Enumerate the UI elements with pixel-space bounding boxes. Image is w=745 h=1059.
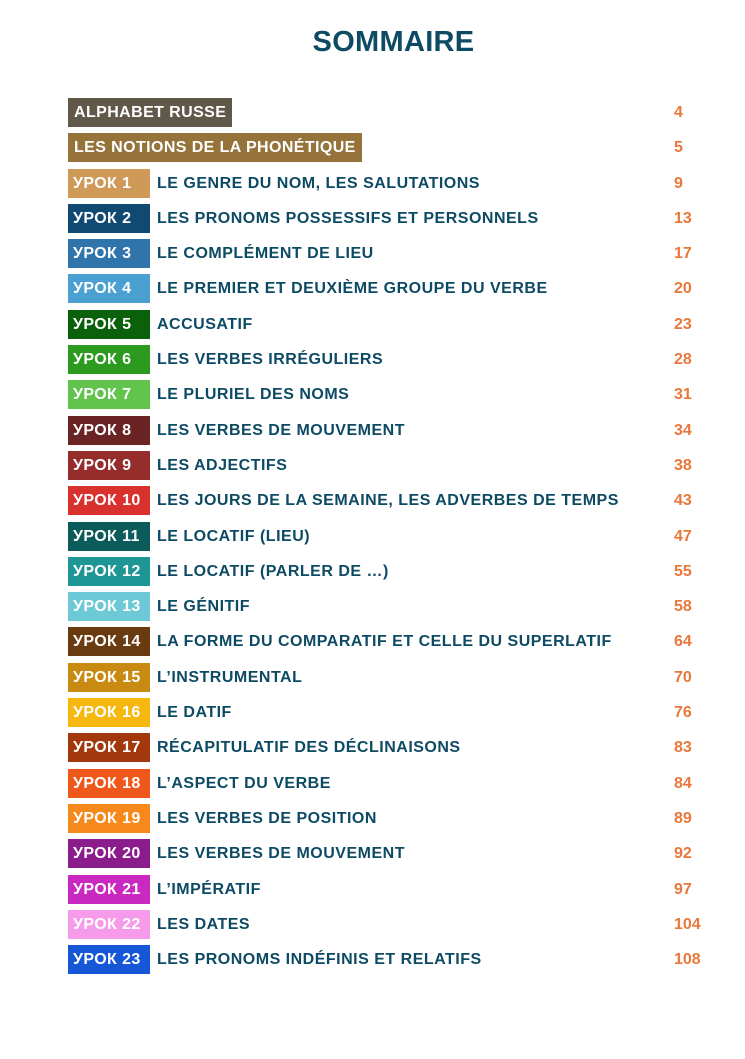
page-number: 9 bbox=[674, 174, 683, 192]
lesson-badge: УРОК 12 bbox=[68, 557, 150, 586]
toc-row-lesson[interactable] bbox=[68, 804, 718, 839]
section-label: LES NOTIONS DE LA PHONÉTIQUE bbox=[68, 133, 362, 162]
toc-row-lesson[interactable] bbox=[68, 663, 718, 698]
page-number: 89 bbox=[674, 809, 692, 827]
lesson-list bbox=[68, 169, 718, 981]
lesson-badge: УРОК 15 bbox=[68, 663, 150, 692]
toc-row-lesson[interactable] bbox=[68, 875, 718, 910]
toc-row-lesson[interactable] bbox=[68, 486, 718, 521]
toc-row-phonetics[interactable] bbox=[68, 133, 718, 168]
lesson-title: LES VERBES DE MOUVEMENT bbox=[157, 845, 405, 863]
page-number: 84 bbox=[674, 774, 692, 792]
page-number: 31 bbox=[674, 386, 692, 404]
lesson-title: LES VERBES DE POSITION bbox=[157, 809, 377, 827]
page-number: 28 bbox=[674, 351, 692, 369]
lesson-badge: УРОК 14 bbox=[68, 627, 150, 656]
page-number: 64 bbox=[674, 633, 692, 651]
lesson-badge: УРОК 4 bbox=[68, 274, 150, 303]
lesson-title: LE LOCATIF (PARLER DE …) bbox=[157, 562, 389, 580]
section-label: ALPHABET RUSSE bbox=[68, 98, 232, 127]
page-number: 104 bbox=[674, 915, 701, 933]
lesson-title: LE COMPLÉMENT DE LIEU bbox=[157, 245, 374, 263]
toc-row-lesson[interactable] bbox=[68, 945, 718, 980]
lesson-title: LES VERBES IRRÉGULIERS bbox=[157, 351, 384, 369]
toc-row-lesson[interactable] bbox=[68, 345, 718, 380]
page-number: 58 bbox=[674, 598, 692, 616]
lesson-title: LES PRONOMS POSSESSIFS ET PERSONNELS bbox=[157, 209, 539, 227]
toc-row-lesson[interactable] bbox=[68, 522, 718, 557]
lesson-badge: УРОК 10 bbox=[68, 486, 150, 515]
lesson-badge: УРОК 5 bbox=[68, 310, 150, 339]
toc-row-lesson[interactable] bbox=[68, 274, 718, 309]
lesson-badge: УРОК 16 bbox=[68, 698, 150, 727]
lesson-badge: УРОК 8 bbox=[68, 416, 150, 445]
lesson-badge: УРОК 2 bbox=[68, 204, 150, 233]
lesson-title: LE PREMIER ET DEUXIÈME GROUPE DU VERBE bbox=[157, 280, 548, 298]
page-number: 47 bbox=[674, 527, 692, 545]
toc-row-lesson[interactable] bbox=[68, 733, 718, 768]
lesson-title: LE GENRE DU NOM, LES SALUTATIONS bbox=[157, 174, 480, 192]
lesson-title: LES VERBES DE MOUVEMENT bbox=[157, 421, 405, 439]
lesson-badge: УРОК 3 bbox=[68, 239, 150, 268]
lesson-badge: УРОК 22 bbox=[68, 910, 150, 939]
lesson-badge: УРОК 18 bbox=[68, 769, 150, 798]
lesson-badge: УРОК 6 bbox=[68, 345, 150, 374]
page-number: 38 bbox=[674, 456, 692, 474]
lesson-title: LES ADJECTIFS bbox=[157, 456, 288, 474]
lesson-badge: УРОК 9 bbox=[68, 451, 150, 480]
lesson-badge: УРОК 21 bbox=[68, 875, 150, 904]
lesson-badge: УРОК 20 bbox=[68, 839, 150, 868]
page-number: 4 bbox=[674, 104, 683, 121]
toc-row-lesson[interactable] bbox=[68, 698, 718, 733]
toc-row-lesson[interactable] bbox=[68, 627, 718, 662]
toc-row-lesson[interactable] bbox=[68, 380, 718, 415]
page-number: 20 bbox=[674, 280, 692, 298]
lesson-title: RÉCAPITULATIF DES DÉCLINAISONS bbox=[157, 739, 461, 757]
page-number: 43 bbox=[674, 492, 692, 510]
page-number: 5 bbox=[674, 139, 683, 157]
lesson-title: LA FORME DU COMPARATIF ET CELLE DU SUPERLATIF bbox=[157, 633, 612, 651]
toc-row-lesson[interactable] bbox=[68, 592, 718, 627]
toc-row-lesson[interactable] bbox=[68, 204, 718, 239]
lesson-title: LES JOURS DE LA SEMAINE, LES ADVERBES DE TEMPS bbox=[157, 492, 619, 510]
page-number: 13 bbox=[674, 209, 692, 227]
toc-row-lesson[interactable] bbox=[68, 839, 718, 874]
lesson-badge: УРОК 11 bbox=[68, 522, 150, 551]
page-number: 17 bbox=[674, 245, 692, 263]
page-number: 83 bbox=[674, 739, 692, 757]
lesson-badge: УРОК 13 bbox=[68, 592, 150, 621]
toc-row-lesson[interactable] bbox=[68, 910, 718, 945]
toc-row-lesson[interactable] bbox=[68, 557, 718, 592]
lesson-title: LES PRONOMS INDÉFINIS ET RELATIFS bbox=[157, 951, 482, 969]
lesson-title: LE PLURIEL DES NOMS bbox=[157, 386, 350, 404]
toc-row-alphabet[interactable] bbox=[68, 98, 718, 133]
lesson-badge: УРОК 19 bbox=[68, 804, 150, 833]
lesson-badge: УРОК 23 bbox=[68, 945, 150, 974]
lesson-title: L’ASPECT DU VERBE bbox=[157, 774, 331, 792]
lesson-title: ACCUSATIF bbox=[157, 315, 253, 333]
lesson-title: LE DATIF bbox=[157, 704, 232, 722]
page-number: 108 bbox=[674, 951, 701, 969]
lesson-badge: УРОК 1 bbox=[68, 169, 150, 198]
lesson-badge: УРОК 7 bbox=[68, 380, 150, 409]
toc-row-lesson[interactable] bbox=[68, 310, 718, 345]
toc-row-lesson[interactable] bbox=[68, 239, 718, 274]
lesson-title: LE LOCATIF (LIEU) bbox=[157, 527, 311, 545]
page-title: SOMMAIRE bbox=[312, 26, 475, 58]
page-number: 92 bbox=[674, 845, 692, 863]
page-number: 34 bbox=[674, 421, 692, 439]
page-number: 76 bbox=[674, 704, 692, 722]
lesson-badge: УРОК 17 bbox=[68, 733, 150, 762]
lesson-title: L’INSTRUMENTAL bbox=[157, 668, 303, 686]
table-of-contents bbox=[68, 98, 718, 980]
toc-row-lesson[interactable] bbox=[68, 769, 718, 804]
toc-row-lesson[interactable] bbox=[68, 451, 718, 486]
lesson-title: L’IMPÉRATIF bbox=[157, 880, 261, 898]
page-number: 97 bbox=[674, 880, 692, 898]
page-number: 23 bbox=[674, 315, 692, 333]
toc-row-lesson[interactable] bbox=[68, 169, 718, 204]
toc-row-lesson[interactable] bbox=[68, 416, 718, 451]
page-number: 70 bbox=[674, 668, 692, 686]
page-number: 55 bbox=[674, 562, 692, 580]
lesson-title: LE GÉNITIF bbox=[157, 598, 250, 616]
lesson-title: LES DATES bbox=[157, 915, 251, 933]
